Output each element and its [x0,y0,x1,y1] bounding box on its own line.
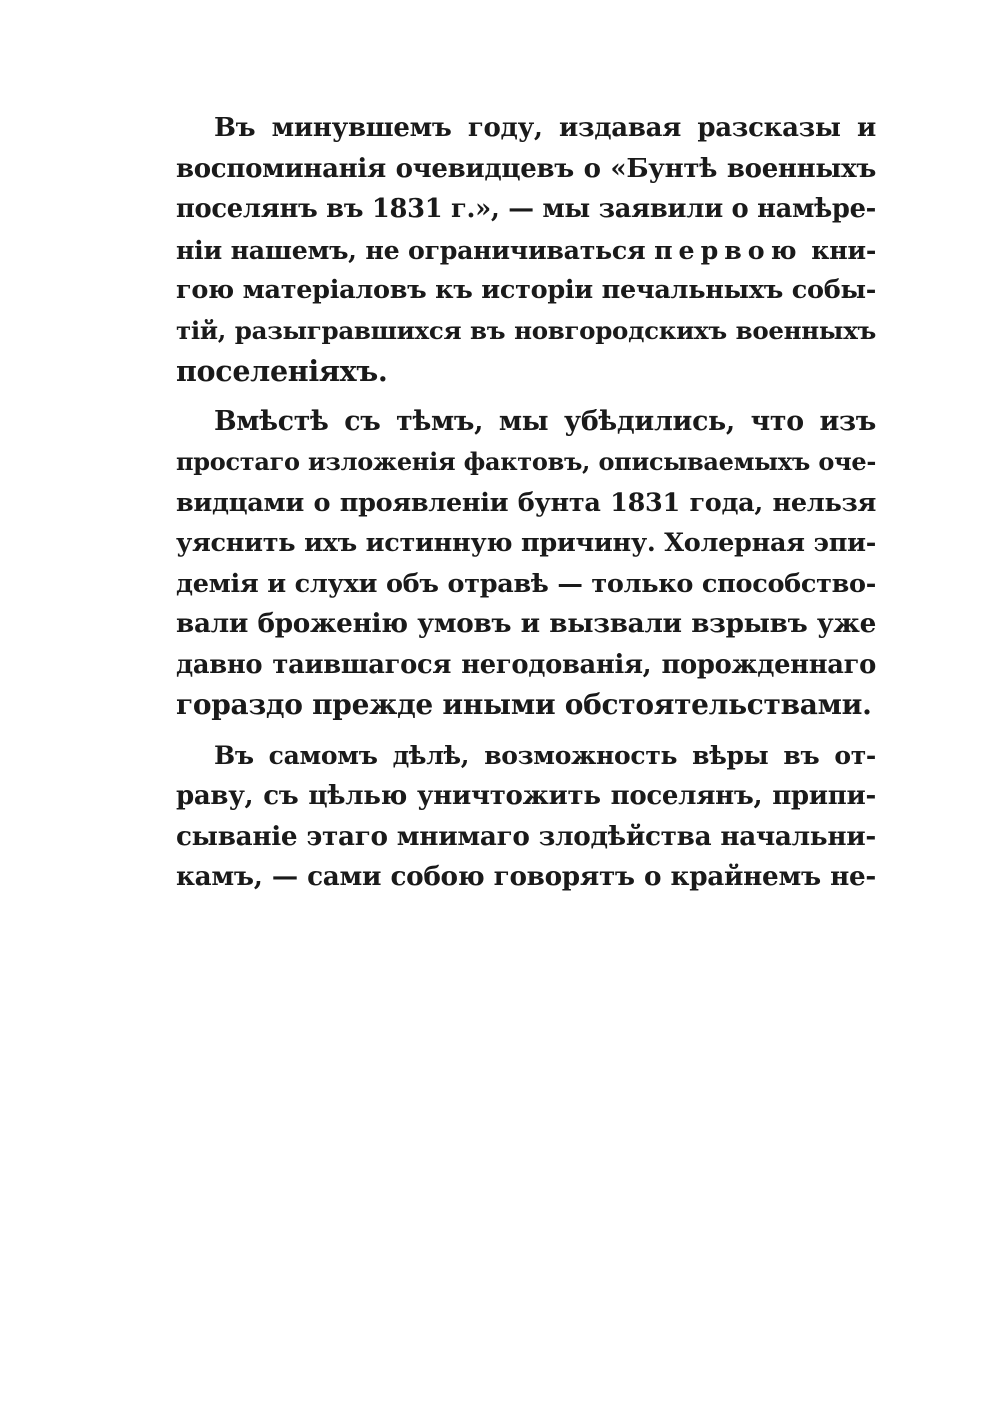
paragraph-gap [176,726,876,736]
line-4-head: ніи нашемъ, не ограничиваться [176,234,646,265]
paragraph-3-line-2: раву, съ цѣлью уничтожить поселянъ, припи- [176,781,876,811]
paragraph-1-line-7: поселеніяхъ. [176,354,388,388]
paragraph-2-line-1: Вмѣстѣ съ тѣмъ, мы убѣдились, что изъ [214,405,876,437]
paragraph-2-line-3: видцами о проявленіи бунта 1831 года, нельзя [176,487,876,518]
paragraph-3-line-3: сываніе этаго мнимаго злодѣйства начальни- [176,820,876,852]
paragraph-1-line-6: тій, разыгравшихся въ новгородскихъ военныхъ [176,315,876,345]
paragraph-3-line-1: Въ самомъ дѣлѣ, возможность вѣры въ от- [214,740,876,770]
paragraph-1-line-2: воспоминанія очевидцевъ о «Бунтѣ военныхъ [176,153,876,184]
paragraph-2-line-8: гораздо прежде иными обстоятельствами. [176,688,872,721]
paragraph-1-line-5: гою матеріаловъ къ исторіи печальныхъ собы- [176,275,876,305]
paragraph-3-line-4: камъ, — сами собою говорятъ о крайнемъ не- [176,861,876,892]
paragraph-2-line-5: демія и слухи объ отравѣ — только способство- [176,568,876,599]
paragraph-2-line-4: уяснить ихъ истинную причину. Холерная эпи- [176,528,876,558]
paragraph-2-line-2: простаго изложенія фактовъ, описываемыхъ оче- [176,447,876,476]
paragraph-1-line-4 [176,230,876,271]
spaced-word: первою [654,234,803,265]
paragraph-2-line-7: давно таившагося негодованія, порожденнаго [176,649,876,680]
paragraph-1-line-3: поселянъ въ 1831 г.», — мы заявили о намѣре- [176,194,877,224]
line-4-tail: кни- [811,234,877,265]
paragraph-1-line-1: Въ минувшемъ году, издавая разсказы и [214,113,876,143]
paragraph-gap [176,392,876,402]
paragraph-2-line-6: вали броженію умовъ и вызвали взрывъ уже [176,608,876,639]
page-text [176,108,876,898]
